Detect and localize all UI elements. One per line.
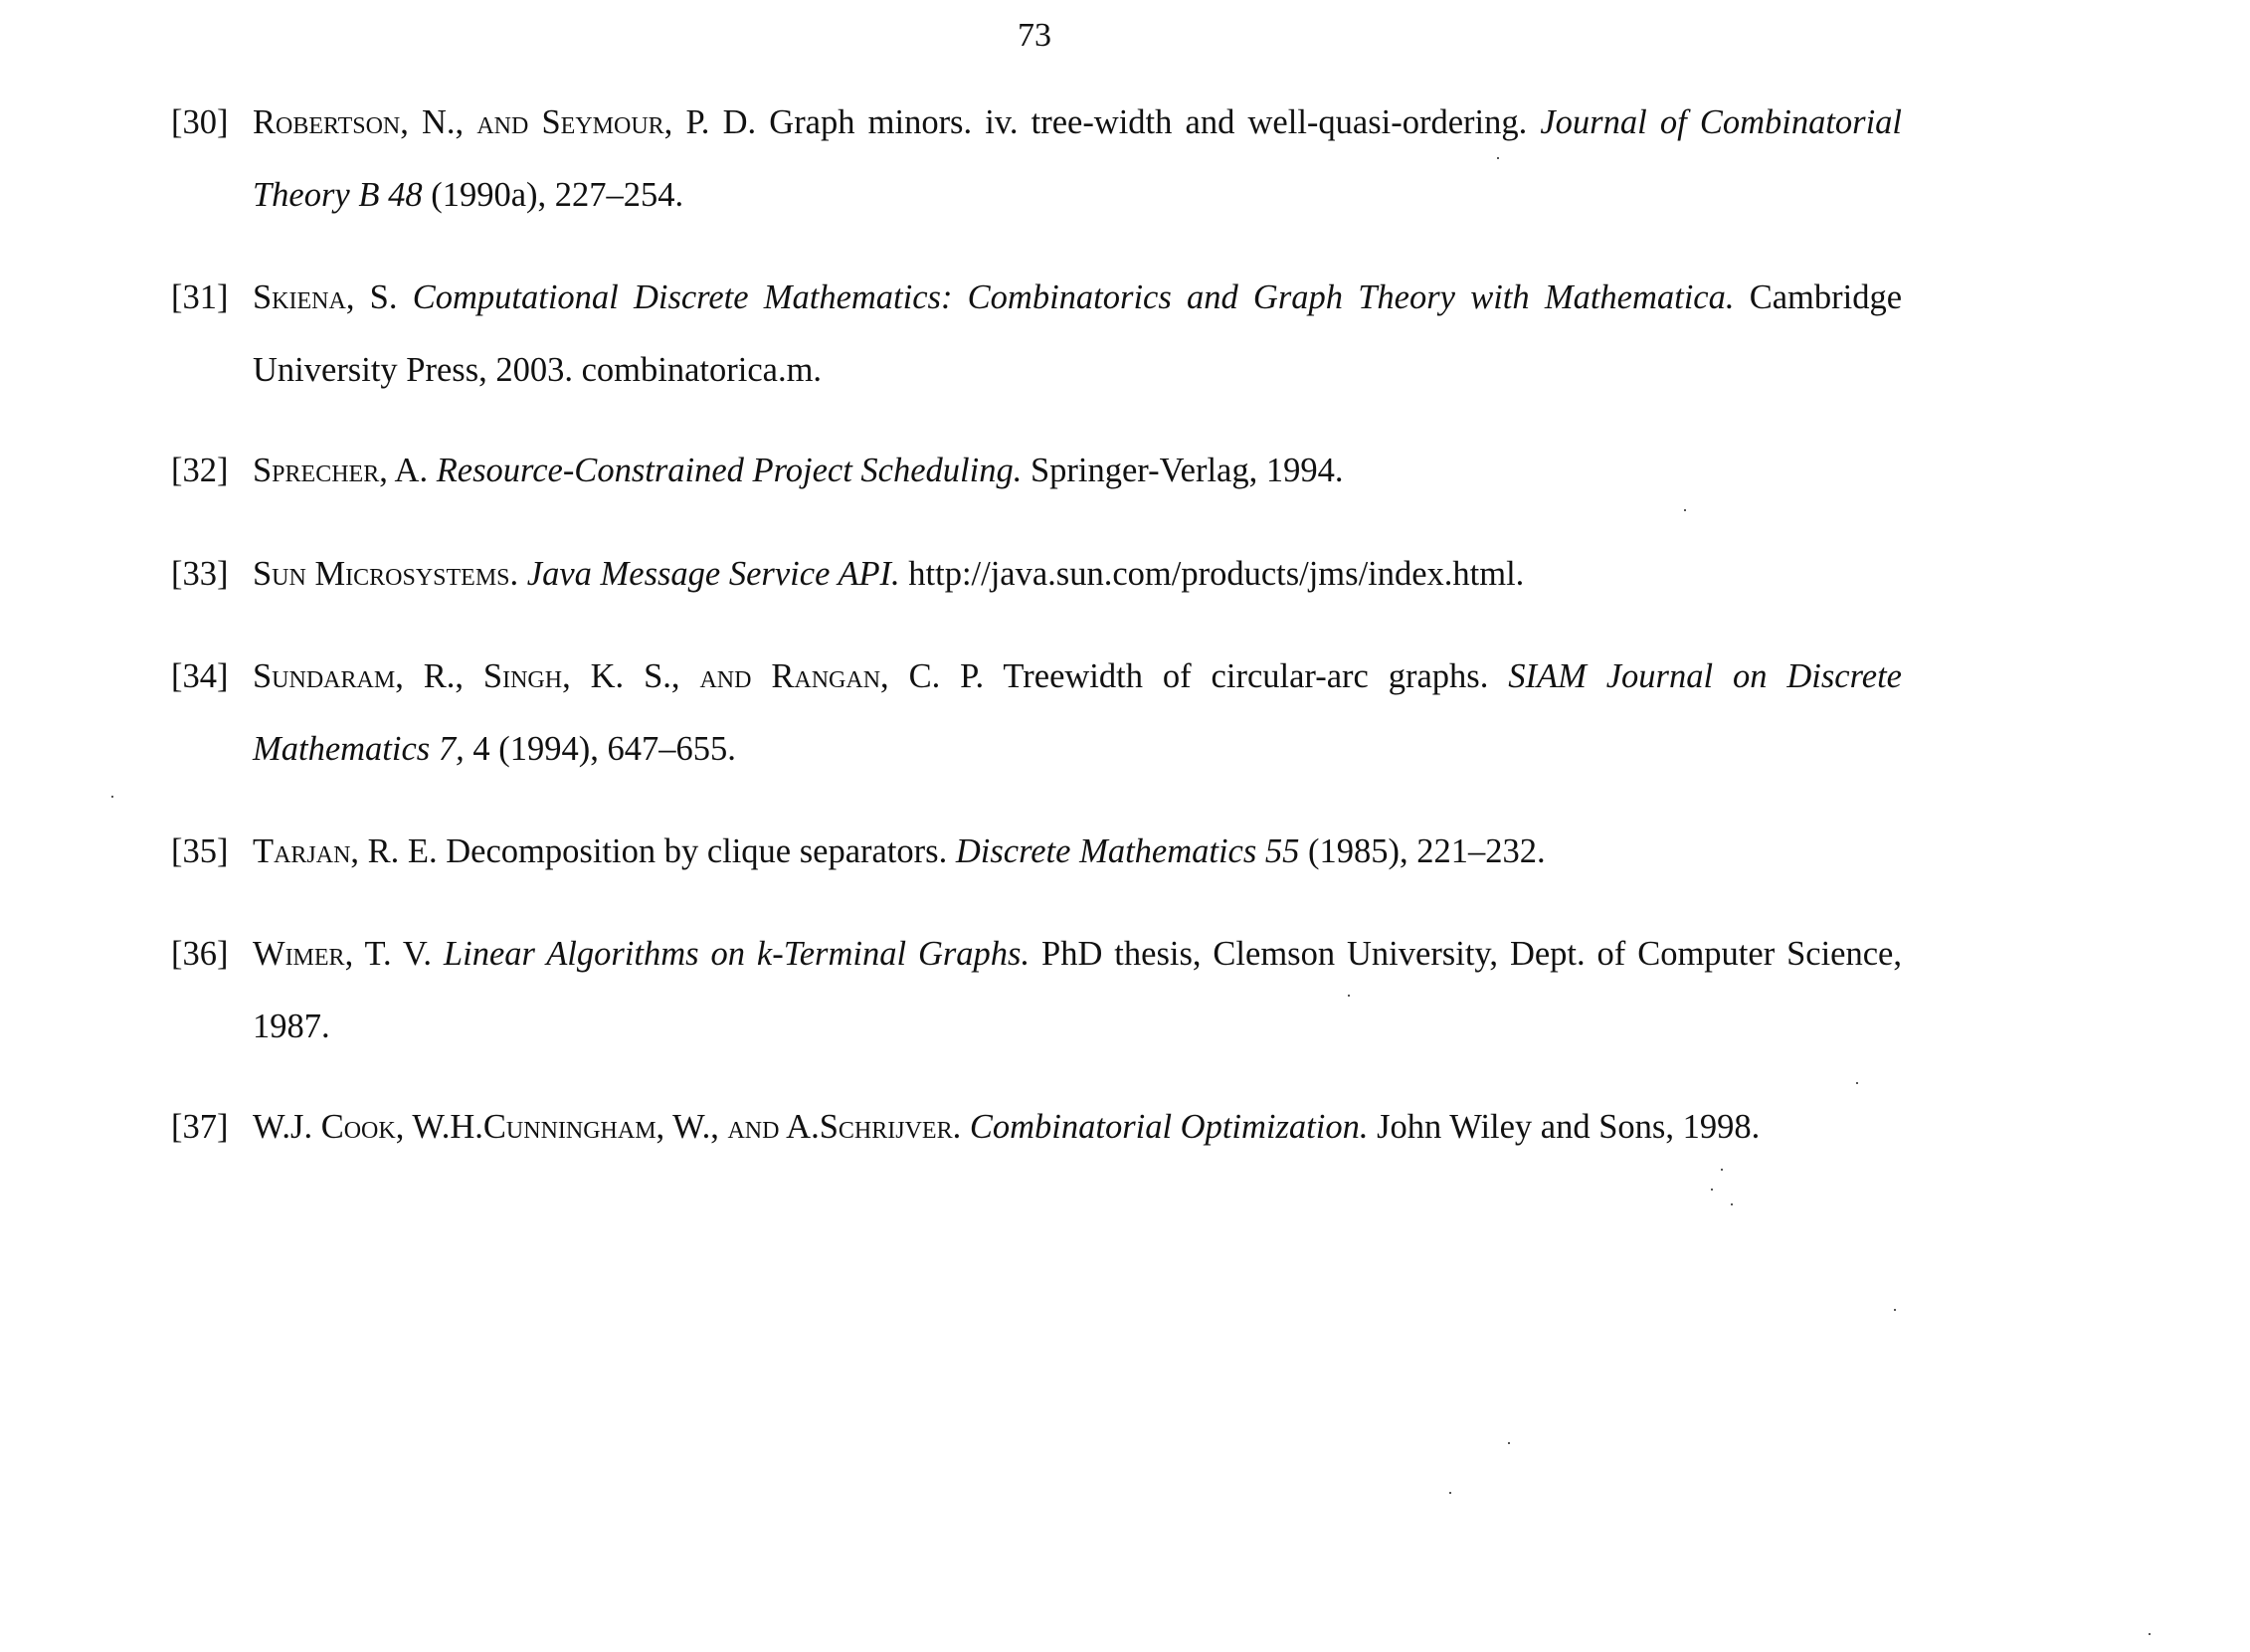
reference-title: Resource-Constrained Project Scheduling. — [436, 452, 1023, 489]
reference-body — [253, 87, 1902, 232]
reference-entry — [171, 816, 1902, 888]
reference-title: Combinatorial Optimization. — [969, 1108, 1369, 1146]
reference-url: http://java.sun.com/products/jms/index.html. — [908, 555, 1525, 593]
reference-body — [253, 918, 1902, 1063]
reference-title: Computational Discrete Mathematics: Combinatorics and Graph Theory with Mathematica. — [412, 278, 1735, 316]
reference-entry — [171, 538, 1902, 611]
reference-details: (1990a), 227–254. — [431, 176, 684, 214]
reference-authors: Sprecher, A. — [253, 452, 429, 489]
scan-speck — [1894, 1309, 1896, 1311]
reference-label: [36] — [171, 935, 229, 973]
reference-details: Springer-Verlag, 1994. — [1030, 452, 1344, 489]
reference-title: Treewidth of circular-arc graphs. — [1003, 657, 1489, 695]
reference-entry — [171, 87, 1902, 232]
scan-speck — [1856, 1082, 1858, 1084]
reference-body — [253, 816, 1902, 888]
reference-entry — [171, 641, 1902, 786]
reference-venue: Discrete Mathematics 55 — [955, 832, 1300, 870]
scan-speck — [2149, 1633, 2151, 1635]
scan-speck — [1711, 1189, 1713, 1191]
reference-title: Graph minors. iv. tree-width and well-quasi-ordering. — [769, 103, 1528, 141]
reference-authors: Wimer, T. V. — [253, 935, 432, 973]
reference-body — [253, 435, 1902, 507]
scan-speck — [1497, 157, 1499, 159]
reference-label: [30] — [171, 103, 229, 141]
reference-title: Java Message Service API. — [526, 555, 900, 593]
reference-authors: Sun Microsystems. — [253, 555, 519, 593]
reference-details: (1985), 221–232. — [1308, 832, 1546, 870]
reference-label: [35] — [171, 832, 229, 870]
reference-details: Cambridge University Press, 2003. combinatorica.m. — [253, 278, 1903, 389]
scan-speck — [1348, 995, 1350, 997]
reference-label: [37] — [171, 1108, 229, 1146]
reference-details: John Wiley and Sons, 1998. — [1377, 1108, 1761, 1146]
reference-entry — [171, 918, 1902, 1063]
scan-speck — [1731, 1203, 1733, 1205]
reference-label: [32] — [171, 452, 229, 489]
reference-title: Linear Algorithms on k-Terminal Graphs. — [443, 935, 1031, 973]
reference-details: 4 (1994), 647–655. — [472, 730, 736, 768]
reference-label: [34] — [171, 657, 229, 695]
reference-body — [253, 262, 1902, 407]
reference-body — [253, 641, 1902, 786]
reference-entry — [171, 1091, 1902, 1164]
reference-title: Decomposition by clique separators. — [446, 832, 948, 870]
reference-authors: Sundaram, R., Singh, K. S., and Rangan, C. P. — [253, 657, 985, 695]
reference-authors: W.J. Cook, W.H.Cunningham, W., and A.Schrijver. — [253, 1108, 962, 1146]
reference-authors: Tarjan, R. E. — [253, 832, 438, 870]
page-number: 73 — [1018, 17, 1051, 54]
reference-body — [253, 538, 1902, 611]
reference-venue: SIAM Journal on Discrete Mathematics 7, — [253, 657, 1902, 768]
reference-entry — [171, 435, 1902, 507]
scan-speck — [1508, 1442, 1510, 1444]
reference-details: PhD thesis, Clemson University, Dept. of Computer Science, 1987. — [253, 935, 1902, 1045]
scan-speck — [111, 796, 113, 798]
reference-entry — [171, 262, 1902, 407]
scan-speck — [1449, 1492, 1451, 1494]
reference-authors: Robertson, N., and Seymour, P. D. — [253, 103, 757, 141]
scan-speck — [1684, 509, 1686, 511]
reference-authors: Skiena, S. — [253, 278, 398, 316]
reference-venue: Journal of Combinatorial Theory B 48 — [253, 103, 1903, 214]
reference-label: [31] — [171, 278, 229, 316]
reference-body — [253, 1091, 1902, 1164]
scan-speck — [1721, 1169, 1723, 1171]
reference-label: [33] — [171, 555, 229, 593]
